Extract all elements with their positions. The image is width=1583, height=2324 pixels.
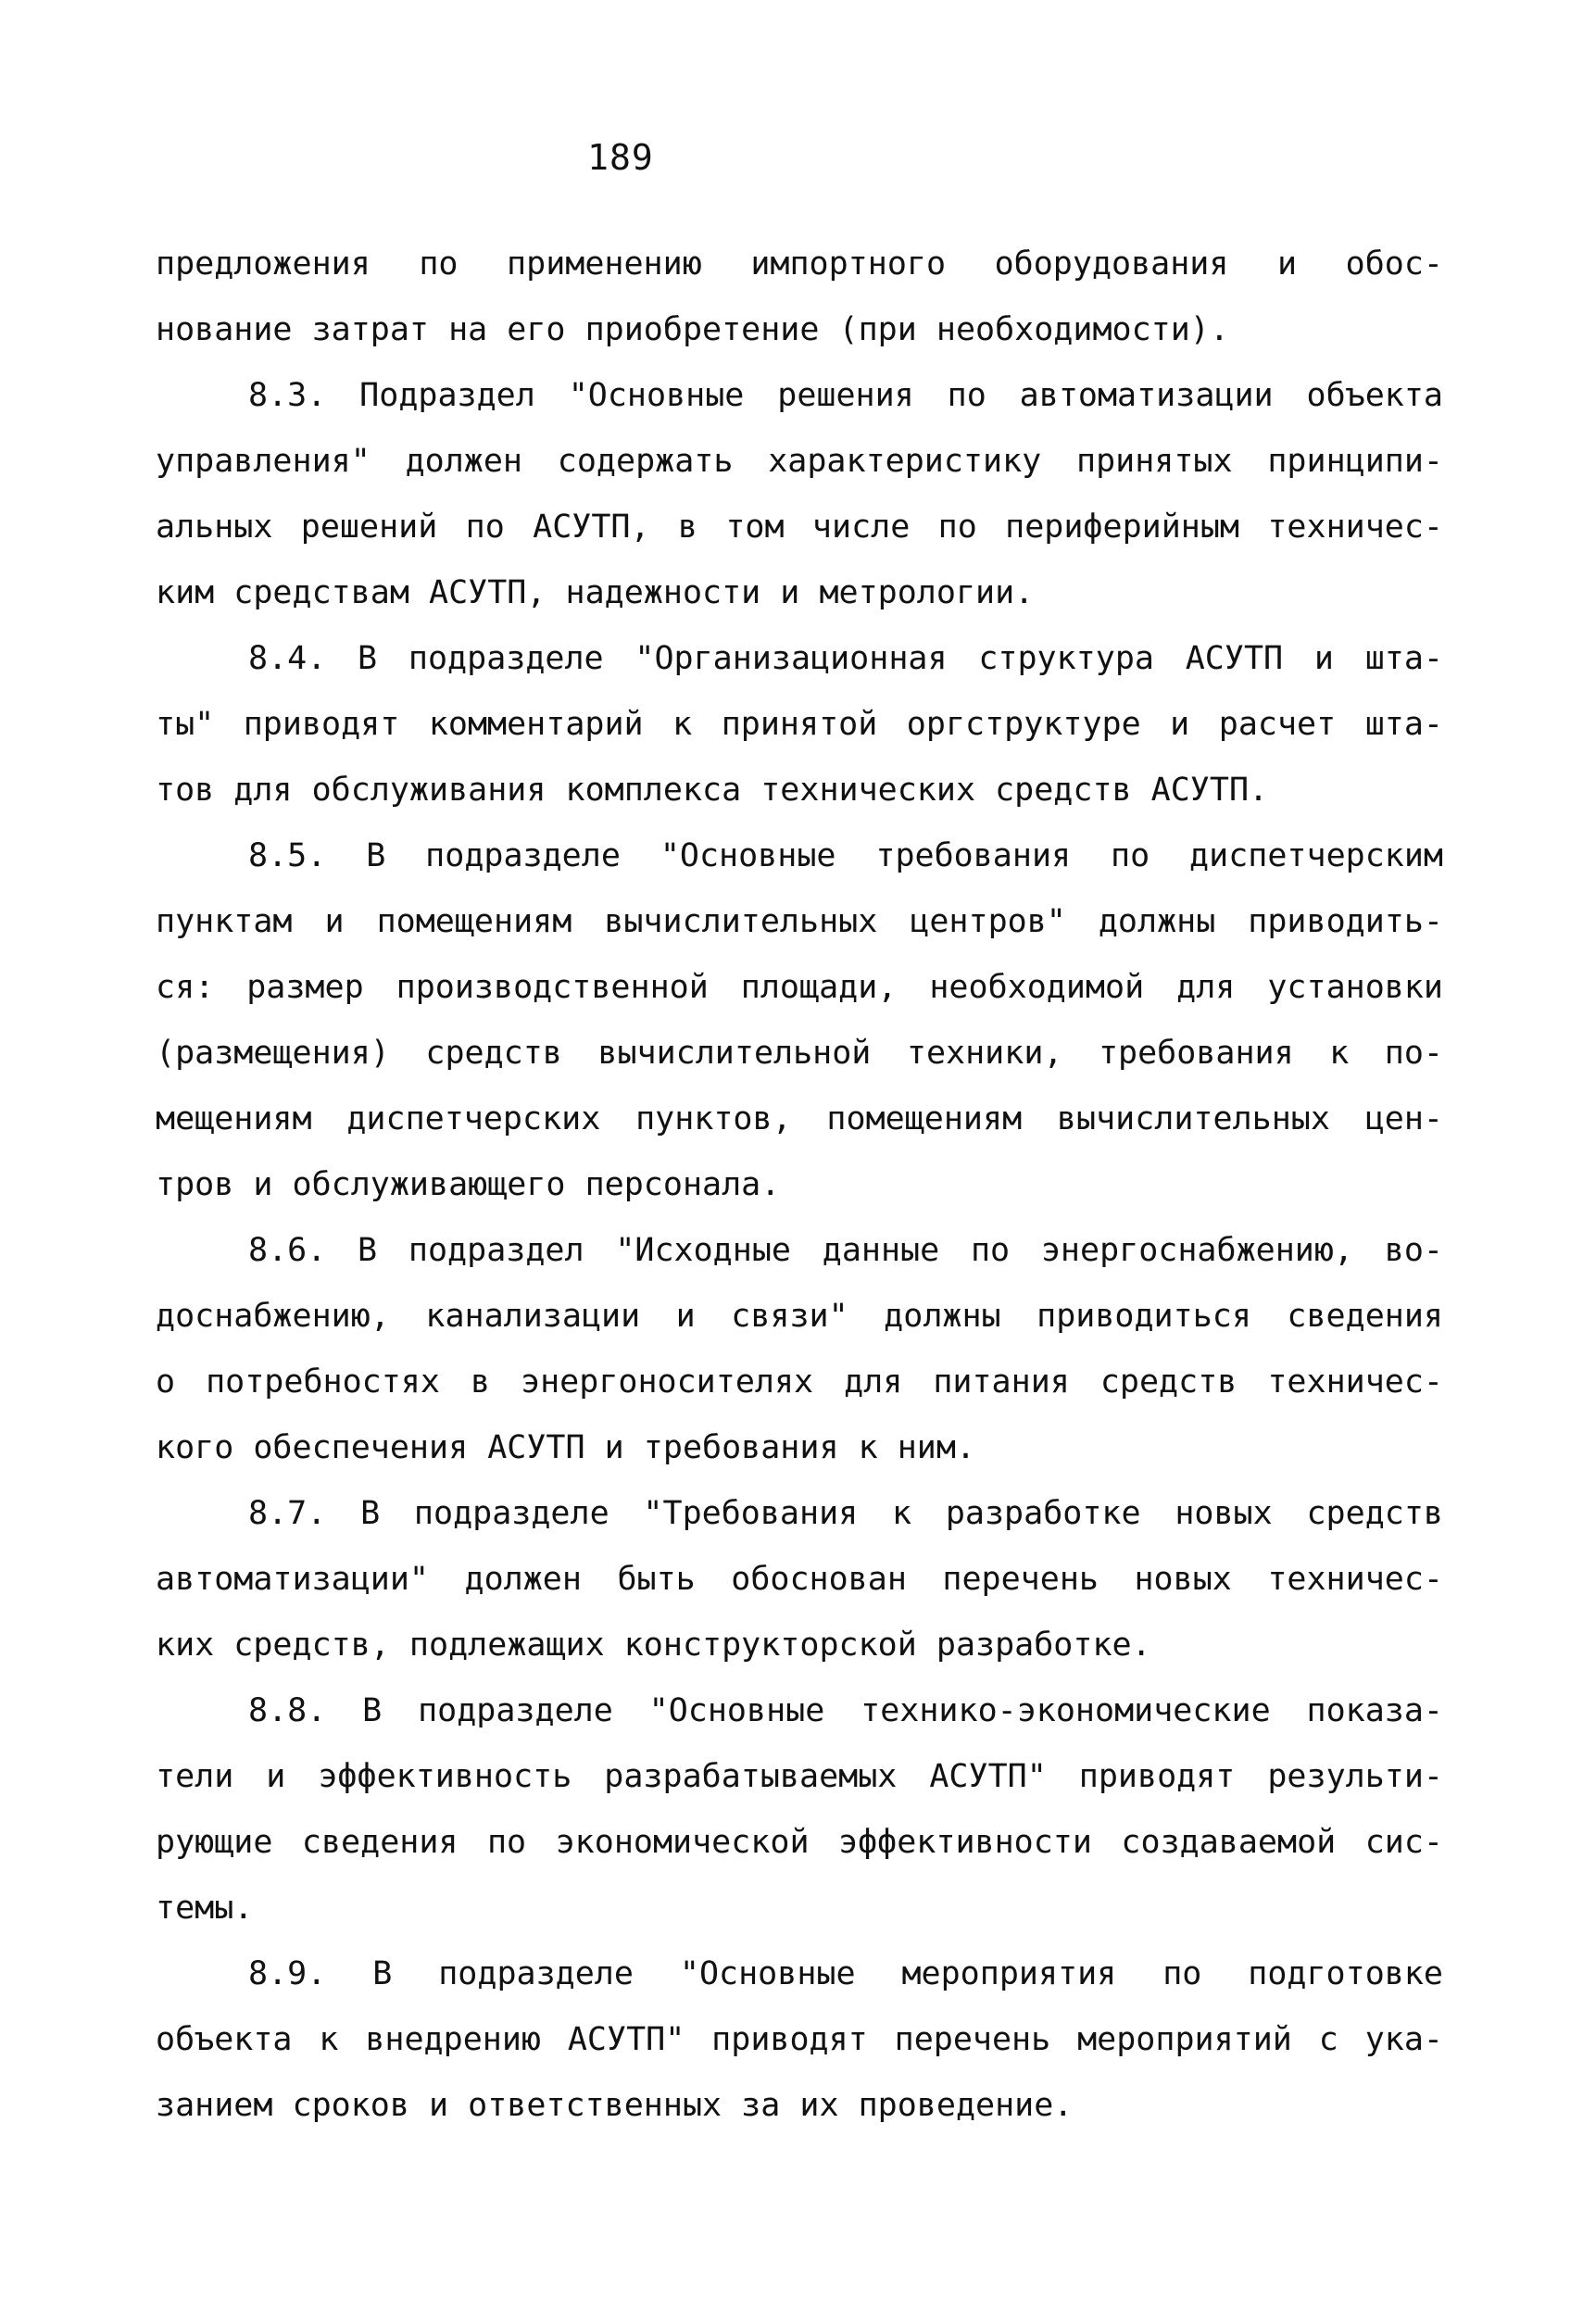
text-line: тов для обслуживания комплекса технических средств АСУТП.: [156, 772, 1269, 809]
text-line: тели и эффективность разрабатываемых АСУТП" приводят результи-: [156, 1758, 1443, 1795]
page-number: 189: [587, 137, 654, 178]
text-line: 8.6. В подраздел "Исходные данные по энергоснабжению, во-: [248, 1232, 1443, 1269]
text-line: 8.9. В подразделе "Основные мероприятия по подготовке: [248, 1955, 1443, 1992]
text-line: ким средствам АСУТП, надежности и метрологии.: [156, 574, 1035, 611]
text-line: предложения по применению импортного оборудования и обос-: [156, 245, 1443, 283]
text-line: автоматизации" должен быть обоснован перечень новых техничес-: [156, 1561, 1443, 1598]
text-line: 8.7. В подразделе "Требования к разработке новых средств: [248, 1495, 1443, 1532]
text-line: альных решений по АСУТП, в том числе по периферийным техничес-: [156, 509, 1443, 546]
paragraph: [156, 232, 1443, 363]
paragraph-8-6: [156, 1218, 1443, 1481]
text-line: о потребностях в энергоносителях для питания средств техничес-: [156, 1363, 1443, 1401]
text-line: темы.: [156, 1890, 254, 1927]
text-line: кого обеспечения АСУТП и требования к ним.: [156, 1429, 976, 1466]
text-line: рующие сведения по экономической эффективности создаваемой сис-: [156, 1824, 1443, 1861]
text-line: ся: размер производственной площади, необходимой для установки: [156, 969, 1443, 1006]
body-text: [156, 232, 1443, 2139]
text-line: доснабжению, канализации и связи" должны приводиться сведения: [156, 1298, 1443, 1335]
text-line: мещениям диспетчерских пунктов, помещениям вычислительных цен-: [156, 1100, 1443, 1137]
text-line: (размещения) средств вычислительной техники, требования к по-: [156, 1035, 1443, 1072]
paragraph-8-8: [156, 1678, 1443, 1941]
paragraph-8-3: [156, 363, 1443, 626]
text-line: занием сроков и ответственных за их проведение.: [156, 2087, 1074, 2124]
paragraph-8-9: [156, 1941, 1443, 2139]
paragraph-8-4: [156, 626, 1443, 823]
text-line: ких средств, подлежащих конструкторской разработке.: [156, 1627, 1151, 1664]
text-line: пунктам и помещениям вычислительных центров" должны приводить-: [156, 903, 1443, 940]
text-line: 8.3. Подраздел "Основные решения по автоматизации объекта: [248, 377, 1443, 414]
paragraph-8-7: [156, 1481, 1443, 1678]
paragraph-8-5: [156, 823, 1443, 1218]
text-line: объекта к внедрению АСУТП" приводят перечень мероприятий с ука-: [156, 2021, 1443, 2058]
text-line: 8.4. В подразделе "Организационная структура АСУТП и шта-: [248, 640, 1443, 677]
text-line: 8.8. В подразделе "Основные технико-экономические показа-: [248, 1692, 1443, 1729]
text-line: нование затрат на его приобретение (при необходимости).: [156, 311, 1229, 348]
text-line: 8.5. В подразделе "Основные требования по диспетчерским: [248, 837, 1443, 874]
text-line: ты" приводят комментарий к принятой оргструктуре и расчет шта-: [156, 706, 1443, 743]
text-line: управления" должен содержать характеристику принятых принципи-: [156, 443, 1443, 480]
text-line: тров и обслуживающего персонала.: [156, 1166, 781, 1203]
